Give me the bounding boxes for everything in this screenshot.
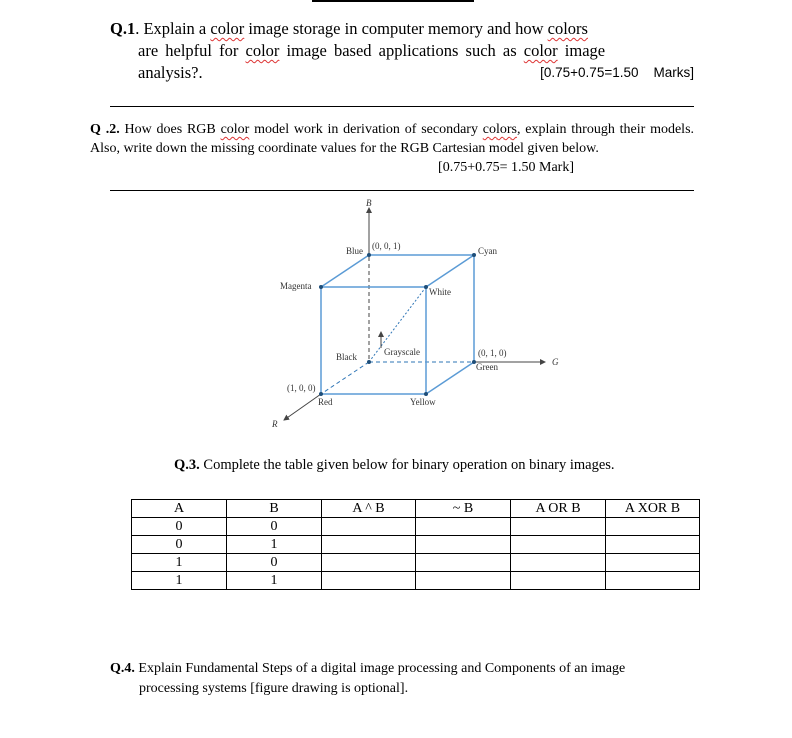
table-cell: 1	[132, 572, 227, 590]
spellcheck-word: color	[245, 41, 280, 60]
label-cyan: Cyan	[478, 246, 497, 256]
axis-label-b: B	[366, 198, 372, 208]
table-cell	[606, 554, 700, 572]
table-cell	[322, 536, 416, 554]
q2-text-part: , explain through their models. Also, write down the missing coordinate values for the RGB Cartesian model given below.	[90, 122, 695, 156]
r-axis-dashed	[321, 362, 369, 394]
top-border-line	[312, 0, 474, 2]
axis-label-r: R	[272, 419, 278, 429]
q2-marks: [0.75+0.75= 1.50 Mark]	[438, 160, 574, 175]
q1-text-part: are helpful for	[138, 41, 246, 60]
table-cell	[416, 572, 511, 590]
label-grayscale: Grayscale	[384, 347, 420, 357]
spellcheck-word: color	[220, 122, 250, 137]
axis-label-g: G	[552, 357, 559, 367]
label-green-coord: (0, 1, 0)	[478, 348, 507, 358]
q1-line-1	[110, 18, 694, 40]
table-cell: 1	[227, 536, 322, 554]
table-cell: 1	[132, 554, 227, 572]
spellcheck-word: colors	[482, 122, 517, 137]
table-row	[132, 518, 700, 536]
table-cell: 0	[227, 554, 322, 572]
binary-operation-table	[131, 499, 700, 590]
cube-edges	[321, 255, 474, 394]
spellcheck-word: colors	[547, 19, 588, 38]
table-cell	[322, 572, 416, 590]
q1-marks: [0.75+0.75=1.50 Marks]	[540, 65, 694, 80]
cube-vertices	[319, 253, 476, 396]
label-magenta: Magenta	[280, 281, 312, 291]
q1-text-part: analysis?.	[138, 63, 203, 82]
table-cell	[322, 554, 416, 572]
table-cell	[416, 518, 511, 536]
q4-text-line-2: processing systems [figure drawing is optional].	[139, 681, 409, 696]
table-cell	[511, 536, 606, 554]
table-cell	[606, 518, 700, 536]
label-yellow: Yellow	[410, 397, 436, 407]
label-black: Black	[336, 352, 357, 362]
divider-line	[110, 106, 694, 107]
table-header: ~ B	[416, 500, 511, 518]
table-cell	[416, 536, 511, 554]
table-cell: 1	[227, 572, 322, 590]
q1-text-part: image	[557, 41, 606, 60]
q2-text-part: model work in derivation of secondary	[249, 122, 483, 137]
table-header: A	[132, 500, 227, 518]
q1-text-part: image based applications such as	[279, 41, 524, 60]
q1-text-part: . Explain a	[135, 19, 211, 38]
q3-text: Complete the table given below for binary operation on binary images.	[199, 457, 615, 473]
table-cell	[606, 572, 700, 590]
rgb-cube-diagram	[260, 196, 580, 436]
table-row	[132, 554, 700, 572]
label-red: Red	[318, 397, 333, 407]
q2-number: Q .2.	[90, 122, 120, 137]
table-row	[132, 572, 700, 590]
q1-line-2	[110, 40, 694, 62]
table-cell: 0	[132, 536, 227, 554]
q2-text-part: How does RGB	[119, 122, 221, 137]
table-cell: 0	[227, 518, 322, 536]
question-1	[110, 18, 694, 84]
table-cell	[511, 572, 606, 590]
r-axis	[284, 394, 321, 420]
table-cell: 0	[132, 518, 227, 536]
table-cell	[606, 536, 700, 554]
label-blue-coord: (0, 0, 1)	[372, 241, 401, 251]
q1-text-part: image storage in computer memory and how	[244, 19, 548, 38]
label-white: White	[429, 287, 451, 297]
table-header: A OR B	[511, 500, 606, 518]
table-header: A XOR B	[606, 500, 700, 518]
table-row	[132, 536, 700, 554]
spellcheck-word: color	[523, 41, 558, 60]
label-blue: Blue	[346, 246, 363, 256]
label-green: Green	[476, 362, 498, 372]
question-2	[90, 120, 694, 177]
question-3	[174, 457, 615, 474]
q4-text-line-1: Explain Fundamental Steps of a digital image processing and Components of an image	[134, 661, 626, 676]
table-header: B	[227, 500, 322, 518]
question-4	[110, 659, 694, 699]
q4-number: Q.4.	[110, 661, 135, 676]
table-header: A ^ B	[322, 500, 416, 518]
q3-number: Q.3.	[174, 457, 200, 473]
q1-line-3	[110, 62, 694, 84]
spellcheck-word: color	[210, 19, 245, 38]
table-header-row	[132, 500, 700, 518]
table-cell	[511, 518, 606, 536]
q1-number: Q.1	[110, 19, 136, 38]
table-cell	[322, 518, 416, 536]
divider-line	[110, 190, 694, 191]
table-cell	[416, 554, 511, 572]
table-cell	[511, 554, 606, 572]
label-red-coord: (1, 0, 0)	[287, 383, 316, 393]
